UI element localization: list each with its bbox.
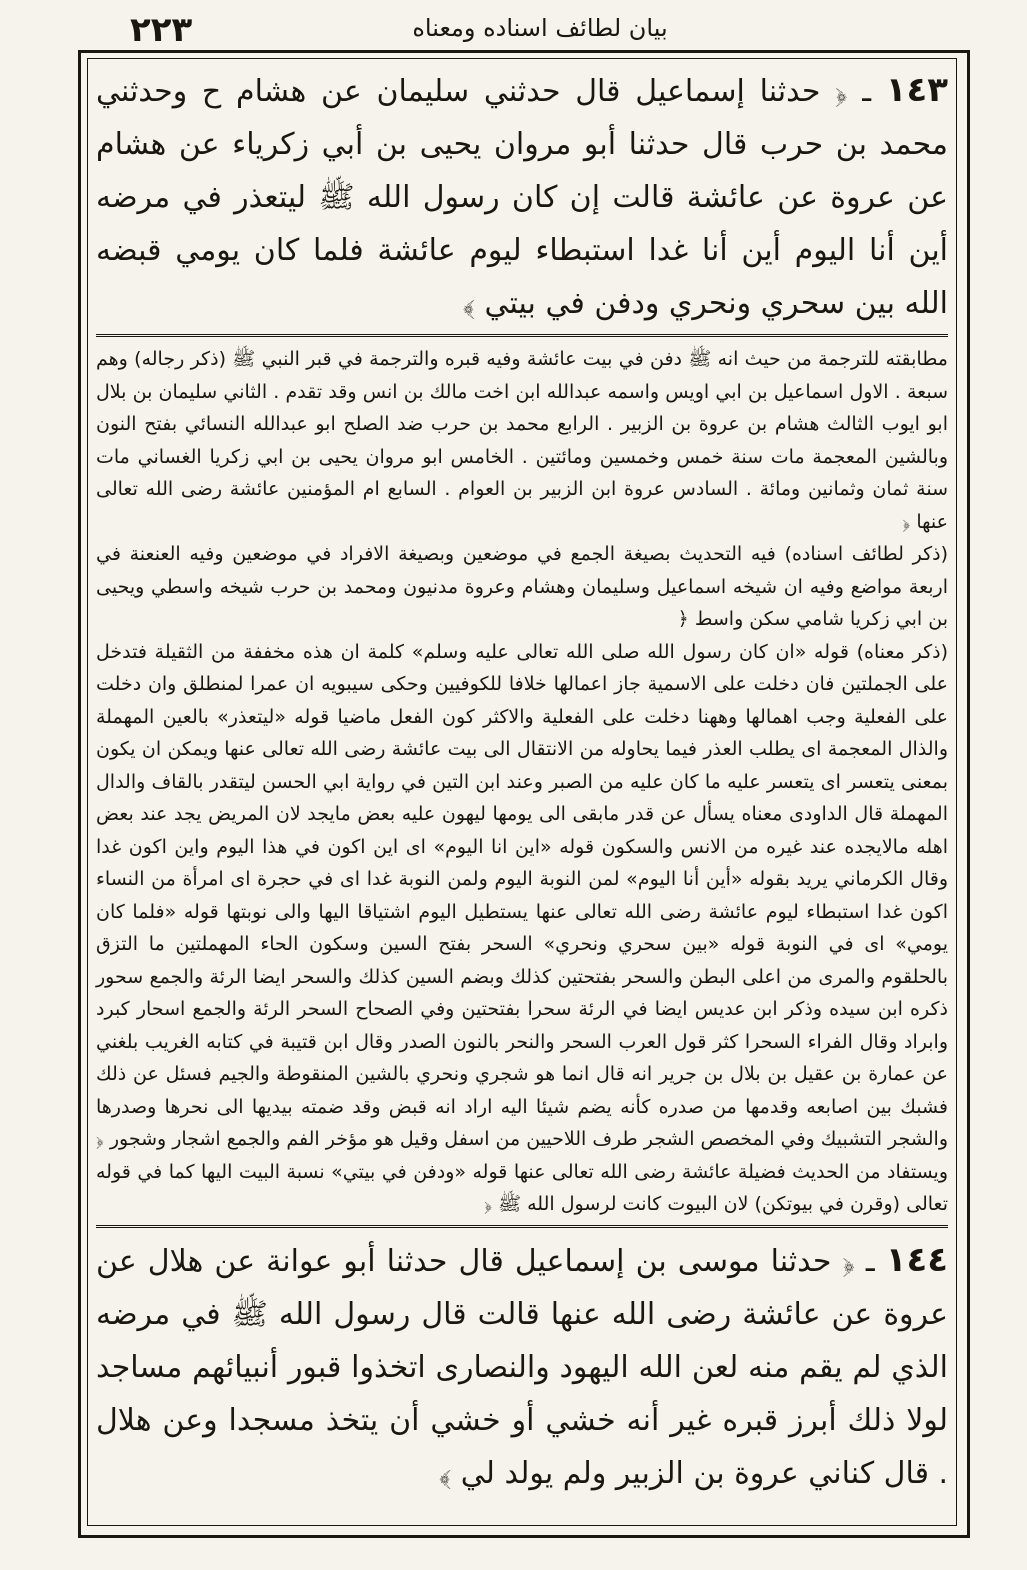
commentary-paragraph-maana: (ذكر معناه) قوله «ان كان رسول الله صلى الله تعالى عليه وسلم» كلمة ان هذه مخففة من الثقيلة فتدخل على الجملتين فان دخلت على الاسمية جاز اعمالها خلافا للكوفيين وحكى سيبويه ان عمرا لمنطلق وان دخلت على الفعلية وجب اهمالها وههنا دخلت على الفعلية والاكثر كون الفعل ماضيا قوله «ليتعذر» بالعين المهملة والذال المعجمة اى يطلب العذر فيما يحاوله من الانتقال الى بيت عائشة رضى الله تعالى عنها ويمكن ان يكون بمعنى يتعسر اى يتعسر عليه ما كان عليه من الصبر وعند ابن التين في رواية ابي الحسن ليتقدر بالقاف والدال المهملة قال الداودى معناه يسأل عن قدر مابقى الى يومها ليهون عليه بعض مايجد لان المريض يجد عند بعض اهله مالايجده عند غيره من الانس والسكون قوله «اين انا اليوم» اى اين اكون في هذا اليوم واين اكون غدا وقال الكرماني يريد بقوله «أين أنا اليوم» لمن النوبة اليوم ولمن النوبة غدا اى في حجرة اى امرأة من النساء اكون غدا استبطاء ليوم عائشة رضى الله تعالى عنها يستطيل اليوم اشتياقا اليها والى نوبتها قوله «فلما كان يومي» اى في النوبة قوله «بين سحري ونحري» السحر بفتح السين وسكون الحاء المهملتين ما التزق بالحلقوم والمرى من اعلى البطن والسحر بفتحتين كذلك وبضم السين كذلك والسحر ايضا الرئة والجمع سحور ذكره ابن سيده وذكر ابن عديس ايضا في الرئة سحرا بفتحتين وفي الصحاح السحر الرئة والجمع اسحار كبرد وابراد وقال الفراء السحرا كثر قول العرب السحر والنحر بالنون الصدر وقال ابن قتيبة في كتابه الغريب بلغني عن عمارة بن عقيل بن بلال بن جرير انه قال انما هو شجري ونحري بالشين المنقوطة والجيم فسئل عن ذلك فشبك بين اصابعه وقدمها من صدره كأنه يضم شيئا اليه اراد انه قبض وقد ضمته بيديها الى نحرها وصدرها والشجر التشبيك وفي المخصص الشجر طرف اللاحيين من اسفل وقيل هو مؤخر الفم والجمع اشجار وشجور ﴿ ويستفاد من الحديث فضيلة عائشة رضى الله تعالى عنها قوله «ودفن في بيتي» نسبة البيت اليها كما في قوله تعالى (وقرن في بيوتكن) لان البيوت كانت لرسول الله ﷺ ﴿ bbox=[96, 640, 948, 1215]
divider bbox=[96, 334, 948, 337]
commentary-143 bbox=[96, 343, 948, 1221]
hadith-number: ١٤٤ bbox=[885, 1239, 948, 1280]
hadith-143 bbox=[96, 64, 948, 330]
hadith-number: ١٤٣ bbox=[885, 70, 949, 110]
page-content bbox=[96, 64, 948, 1500]
running-title: بيان لطائف اسناده ومعناه bbox=[412, 14, 668, 42]
page-header bbox=[60, 6, 1000, 52]
hadith-text: ﴿ حدثنا إسماعيل قال حدثني سليمان عن هشام ح وحدثني محمد بن حرب قال حدثنا أبو مروان يحيى بن أبي زكرياء عن هشام عن عروة عن عائشة قالت إن كان رسول الله ﷺ ليتعذر في مرضه أين أنا اليوم أين أنا غدا استبطاء ليوم عائشة فلما كان يومي قبضه الله بين سحري ونحري ودفن في بيتي ﴾ bbox=[96, 74, 948, 321]
hadith-dash: ـ bbox=[847, 74, 872, 109]
hadith-dash: ـ bbox=[854, 1243, 875, 1279]
page-number: ٢٢٣ bbox=[130, 10, 193, 50]
hadith-text: ﴿ حدثنا موسى بن إسماعيل قال حدثنا أبو عوانة عن هلال عن عروة عن عائشة رضى الله عنها قالت قال رسول الله ﷺ في مرضه الذي لم يقم منه لعن الله اليهود والنصارى اتخذوا قبور أنبيائهم مساجد لولا ذلك أبرز قبره غير أنه خشي أو خشي أن يتخذ مسجدا وعن هلال . قال كناني عروة بن الزبير ولم يولد لي ﴾ bbox=[96, 1243, 948, 1491]
commentary-paragraph-rijal: مطابقته للترجمة من حيث انه ﷺ دفن في بيت عائشة وفيه قبره والترجمة في قبر النبي ﷺ (ذكر رجاله) وهم سبعة . الاول اسماعيل بن ابي اويس واسمه عبدالله ابن اخت مالك بن انس وقد تقدم . الثاني سليمان بن بلال ابو ايوب الثالث هشام بن عروة بن الزبير . الرابع محمد بن حرب ضد الصلح ابو عبدالله النسائي بفتح النون وبالشين المعجمة مات سنة خمس وخمسين ومائتين . الخامس ابو مروان يحيى بن ابي زكريا الغساني مات سنة ثمان وثمانين ومائة . السادس عروة ابن الزبير بن العوام . السابع ام المؤمنين عائشة رضى الله تعالى عنها ﴿ bbox=[96, 348, 948, 533]
divider bbox=[96, 1225, 948, 1228]
hadith-144 bbox=[96, 1234, 948, 1500]
commentary-paragraph-lataif: (ذكر لطائف اسناده) فيه التحديث بصيغة الجمع في موضعين وبصيغة الافراد في موضعين وفيه العنعنة في اربعة مواضع وفيه ان شيخه اسماعيل وسليمان وهشام وعروة مدنيون ومحمد بن حرب شيخه واسطي ويحيى بن ابي زكريا شامي سكن واسط ﴿ bbox=[96, 543, 948, 630]
